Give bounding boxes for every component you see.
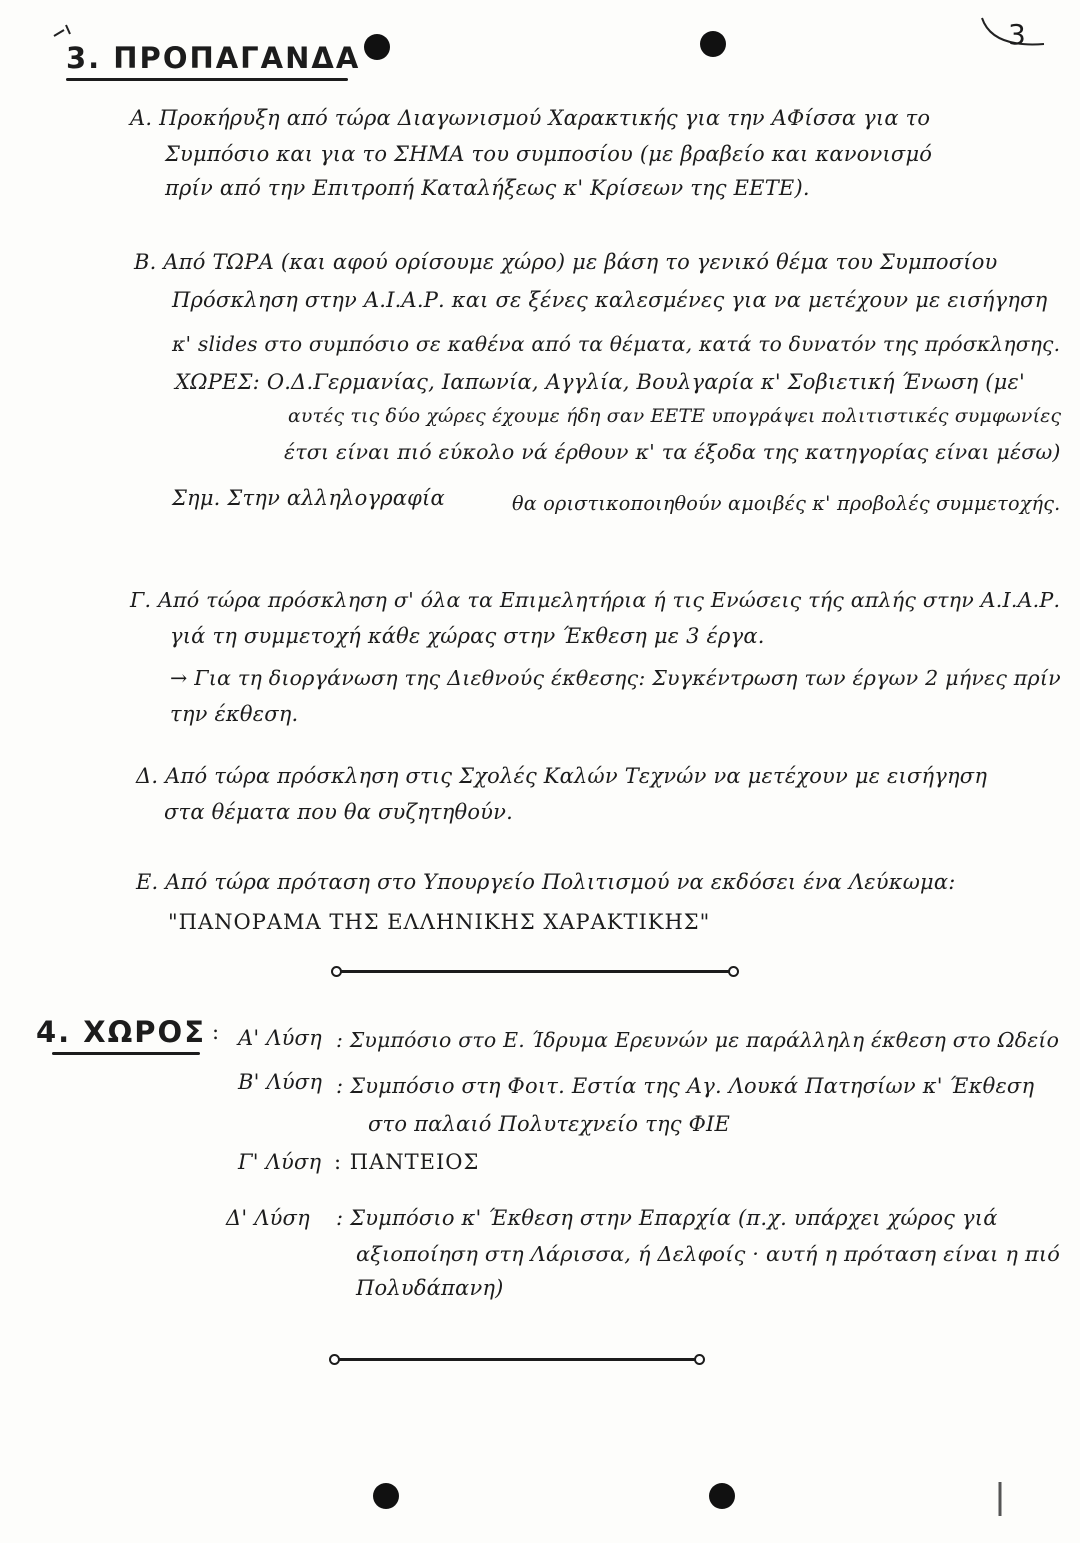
item-b-note-label: Σημ. Στην αλληλογραφία xyxy=(172,486,445,510)
item-c-line-4: την έκθεση. xyxy=(170,702,299,726)
option-d-label: Δ' Λύση xyxy=(226,1206,310,1230)
item-d-line-1: Δ. Από τώρα πρόσκληση στις Σχολές Καλών Τεχνών να μετέχουν με εισήγηση xyxy=(136,764,988,788)
option-a-text: : Συμπόσιο στο Ε. Ίδρυμα Ερευνών με παράλληλη έκθεση στο Ωδείο xyxy=(336,1028,1060,1052)
item-d-line-2: στα θέματα που θα συζητηθούν. xyxy=(164,800,513,824)
item-e-line-1: Ε. Από τώρα πρόταση στο Υπουργείο Πολιτισμού να εκδόσει ένα Λεύκωμα: xyxy=(136,870,956,894)
option-c-text: : ΠΑΝΤΕΙΟΣ xyxy=(334,1150,480,1174)
option-b-label: Β' Λύση xyxy=(238,1070,323,1094)
item-a-line-2: Συμπόσιο και για το ΣΗΜΑ του συμποσίου (με βραβείο και κανονισμό xyxy=(165,142,933,166)
item-b-line-2: Πρόσκληση στην Α.Ι.Α.Ρ. και σε ξένες καλεσμένες για να μετέχουν με εισήγηση xyxy=(172,288,1048,312)
item-b-note-text: θα οριστικοποιηθούν αμοιβές κ' προβολές συμμετοχής. xyxy=(512,492,1061,515)
item-b-line-3: κ' slides στο συμπόσιο σε καθένα από τα θέματα, κατά το δυνατόν της πρόσκλησης. xyxy=(172,332,1061,356)
item-c-line-2: γιά τη συμμετοχή κάθε χώρας στην Έκθεση με 3 έργα. xyxy=(170,624,765,648)
option-a-label: Α' Λύση xyxy=(238,1026,322,1050)
option-c-label: Γ' Λύση xyxy=(238,1150,322,1174)
item-b-countries-line-2: αυτές τις δύο χώρες έχουμε ήδη σαν ΕΕΤΕ υπογράψει πολιτιστικές συμφωνίες xyxy=(288,406,1062,427)
punch-hole-top-left xyxy=(364,34,390,60)
item-a-line-3: πρίν από την Επιτροπή Καταλήξεως κ' Κρίσεων της ΕΕΤΕ). xyxy=(165,176,810,200)
option-d-text-2: αξιοποίηση στη Λάρισσα, ή Δελφοίς · αυτή η πρόταση είναι η πιό xyxy=(356,1242,1060,1266)
pen-tick-mark xyxy=(52,22,82,42)
section-4-colon: : xyxy=(212,1020,220,1044)
page-number xyxy=(978,14,1048,54)
section-3-title: 3. ΠΡΟΠΑΓΑΝΔΑ xyxy=(66,41,361,75)
option-d-text-3: Πολυδάπανη) xyxy=(356,1276,504,1300)
item-b-line-1: Β. Από ΤΩΡΑ (και αφού ορίσουμε χώρο) με βάση το γενικό θέμα του Συμποσίου xyxy=(134,250,998,274)
section-divider-top xyxy=(340,970,730,973)
option-d-text: : Συμπόσιο κ' Έκθεση στην Επαρχία (π.χ. υπάρχει χώρος γιά xyxy=(336,1206,998,1230)
item-e-line-2: "ΠΑΝΟΡΑΜΑ ΤΗΣ ΕΛΛΗΝΙΚΗΣ ΧΑΡΑΚΤΙΚΗΣ" xyxy=(168,910,711,934)
item-b-countries-line-3: έτσι είναι πιό εύκολο νά έρθουν κ' τα έξοδα της κατηγορίας είναι μέσω) xyxy=(284,440,1061,464)
option-b-text: : Συμπόσιο στη Φοιτ. Εστία της Αγ. Λουκά Πατησίων κ' Έκθεση xyxy=(336,1074,1035,1098)
punch-hole-bottom-left xyxy=(373,1483,399,1509)
item-c-line-1: Γ. Από τώρα πρόσκληση σ' όλα τα Επιμελητήρια ή τις Ενώσεις τής απλής στην Α.Ι.Α.Ρ. xyxy=(130,588,1061,612)
punch-hole-bottom-right xyxy=(709,1483,735,1509)
section-4-title-underline xyxy=(52,1052,200,1055)
item-c-line-3: → Για τη διοργάνωση της Διεθνούς έκθεσης: Συγκέντρωση των έργων 2 μήνες πρίν xyxy=(170,666,1061,690)
item-b-countries-line-1: ΧΩΡΕΣ: Ο.Δ.Γερμανίας, Ιαπωνία, Αγγλία, Βουλγαρία κ' Σοβιετική Ένωση (με' xyxy=(175,370,1025,394)
option-b-text-2: στο παλαιό Πολυτεχνείο της ΦΙΕ xyxy=(368,1112,731,1136)
section-4-title: 4. ΧΩΡΟΣ xyxy=(36,1015,207,1049)
section-3-title-underline xyxy=(66,78,348,81)
page-number-text: 3 xyxy=(1008,18,1026,51)
section-divider-bottom xyxy=(338,1358,696,1361)
item-a-line-1: Α. Προκήρυξη από τώρα Διαγωνισμού Χαρακτικής για την ΑΦίσσα για το xyxy=(130,106,931,130)
punch-hole-top-right xyxy=(700,31,726,57)
margin-speck xyxy=(994,1480,1006,1520)
